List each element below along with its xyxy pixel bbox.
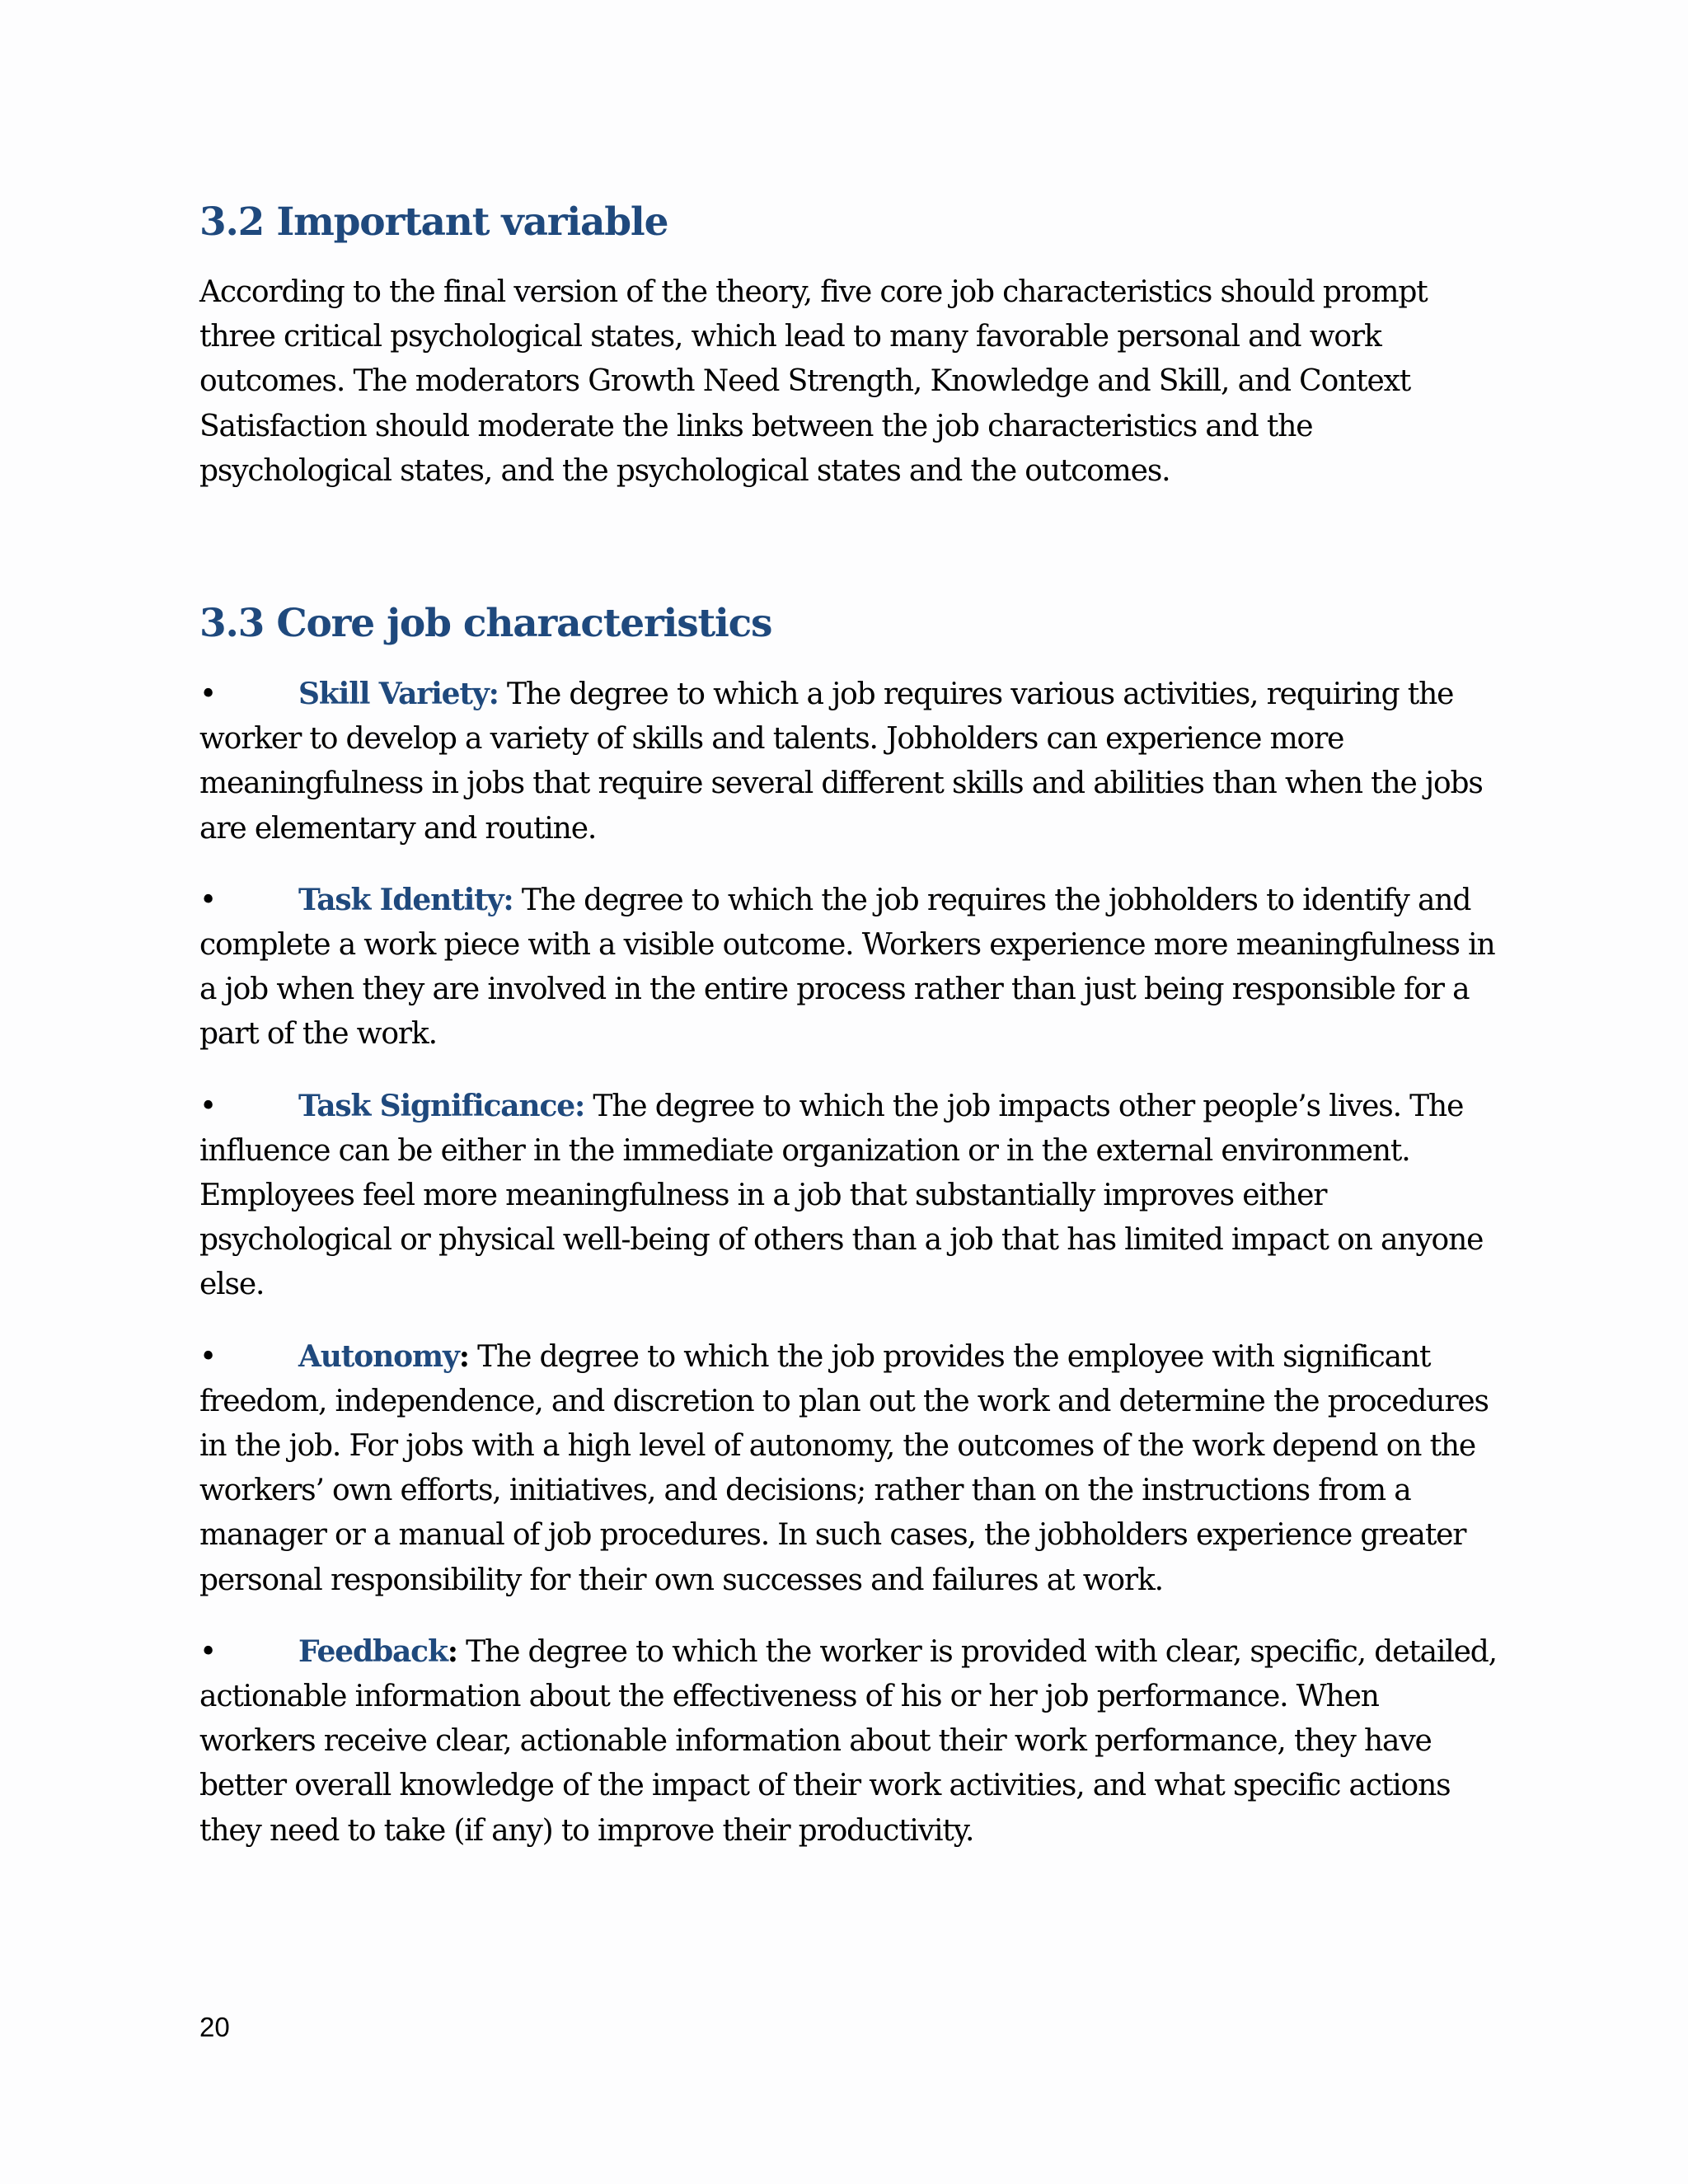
bullet-term-suffix: : <box>447 1633 457 1669</box>
bullet-text: The degree to which the job requires the jobholders to identify and complete a work piece with a visible outcome. Workers experience more meaningfulness in a job when they are involved in the entire process rather than just being responsible for a part of the work. <box>199 883 1495 1052</box>
section-heading-core-job-characteristics: 3.3 Core job characteristics <box>199 601 772 647</box>
bullet-item-feedback <box>199 1629 1502 1854</box>
bullet-term: Task Identity: <box>298 882 513 917</box>
bullet-icon: • <box>199 1634 217 1669</box>
bullet-item-task-significance <box>199 1084 1502 1308</box>
bullet-term-suffix: : <box>458 1338 469 1374</box>
page-number: 20 <box>199 2012 230 2042</box>
bullet-text: The degree to which the job impacts other people’s lives. The influence can be either in the immediate organization or in the external environment. Employees feel more meaningfulness in a job that substantially improves either psychological or physical well-being of others than a job that has limited impact on anyone else. <box>199 1089 1484 1302</box>
bullet-icon: • <box>199 1339 217 1374</box>
bullet-text: The degree to which the worker is provided with clear, specific, detailed, actionable information about the effectiveness of his or her job performance. When workers receive clear, actionable information about their work performance, they have better overall knowledge of the impact of their work activities, and what specific actions they need to take (if any) to improve their productivity. <box>199 1634 1497 1848</box>
bullet-icon: • <box>199 677 217 712</box>
bullet-item-skill-variety <box>199 672 1502 851</box>
section-paragraph-important-variable: According to the final version of the theory, five core job characteristics should prompt three critical psychological states, which lead to many favorable personal and work outcomes. The moderators Growth Need Strength, Knowledge and Skill, and Context Satisfaction should moderate the links between the job characteristics and the psychological states, and the psychological states and the outcomes. <box>199 275 1428 488</box>
bullet-term: Autonomy <box>298 1338 459 1374</box>
page-content <box>199 196 1502 1880</box>
bullet-text: The degree to which a job requires various activities, requiring the worker to develop a variety of skills and talents. Jobholders can experience more meaningfulness in jobs that require several different skills and abilities than when the jobs are elementary and routine. <box>199 677 1483 846</box>
bullet-item-task-identity <box>199 878 1502 1057</box>
bullet-icon: • <box>199 1089 217 1123</box>
bullet-term: Task Significance: <box>298 1088 585 1123</box>
bullet-term: Feedback <box>298 1633 448 1669</box>
section-heading-important-variable: 3.2 Important variable <box>199 199 668 245</box>
bullet-text: The degree to which the job provides the employee with significant freedom, independence, and discretion to plan out the work and determine the procedures in the job. For jobs with a high level of autonomy, the outcomes of the work depend on the workers’ own efforts, initiatives, and decisions; rather than on the instructions from a manager or a manual of job procedures. In such cases, the jobholders experience greater personal responsibility for their own successes and failures at work. <box>199 1339 1489 1597</box>
bullet-item-autonomy <box>199 1334 1502 1603</box>
bullet-term: Skill Variety: <box>298 677 499 712</box>
bullet-icon: • <box>199 883 217 917</box>
